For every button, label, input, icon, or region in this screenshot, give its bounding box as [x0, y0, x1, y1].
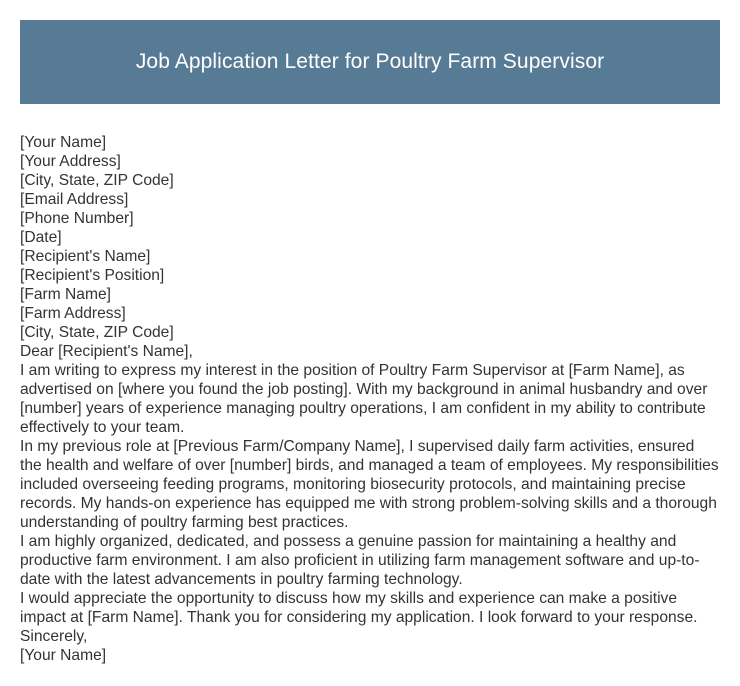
recipient-city-state-zip: [City, State, ZIP Code]	[20, 324, 174, 341]
page-title: Job Application Letter for Poultry Farm Supervisor	[135, 50, 605, 73]
paragraph-qualities: I am highly organized, dedicated, and possess a genuine passion for maintaining a healthy and productive farm environment. I am also proficient in utilizing farm management software and up-to-date with the latest advancements in poultry farming technology.	[20, 533, 700, 588]
sender-address: [Your Address]	[20, 153, 121, 170]
paragraph-experience: In my previous role at [Previous Farm/Company Name], I supervised daily farm activities, ensured the health and welfare of over [number] birds, and managed a team of employees. My responsibilities included overseeing feeding programs, monitoring biosecurity protocols, and maintaining precise records. My hands-on experience has equipped me with strong problem-solving skills and a thorough understanding of poultry farming best practices.	[20, 438, 719, 531]
sender-email: [Email Address]	[20, 191, 129, 208]
closing: Sincerely,	[20, 628, 88, 645]
paragraph-closing: I would appreciate the opportunity to discuss how my skills and experience can make a positive impact at [Farm Name]. Thank you for considering my application. I look forward to your response.	[20, 590, 698, 626]
letter-body	[20, 133, 720, 665]
recipient-position: [Recipient's Position]	[20, 267, 165, 284]
sender-phone: [Phone Number]	[20, 210, 134, 227]
recipient-name: [Recipient's Name]	[20, 248, 151, 265]
signature: [Your Name]	[20, 647, 107, 664]
paragraph-intro: I am writing to express my interest in the position of Poultry Farm Supervisor at [Farm Name], as advertised on [where you found the job posting]. With my background in animal husbandry and over [number] years of experience managing poultry operations, I am confident in my ability to contribute effectively to your team.	[20, 362, 708, 436]
title-banner	[20, 20, 720, 104]
sender-name: [Your Name]	[20, 134, 107, 151]
recipient-farm-name: [Farm Name]	[20, 286, 111, 303]
sender-city-state-zip: [City, State, ZIP Code]	[20, 172, 174, 189]
recipient-farm-address: [Farm Address]	[20, 305, 126, 322]
letter-date: [Date]	[20, 229, 62, 246]
salutation: Dear [Recipient's Name],	[20, 343, 193, 360]
